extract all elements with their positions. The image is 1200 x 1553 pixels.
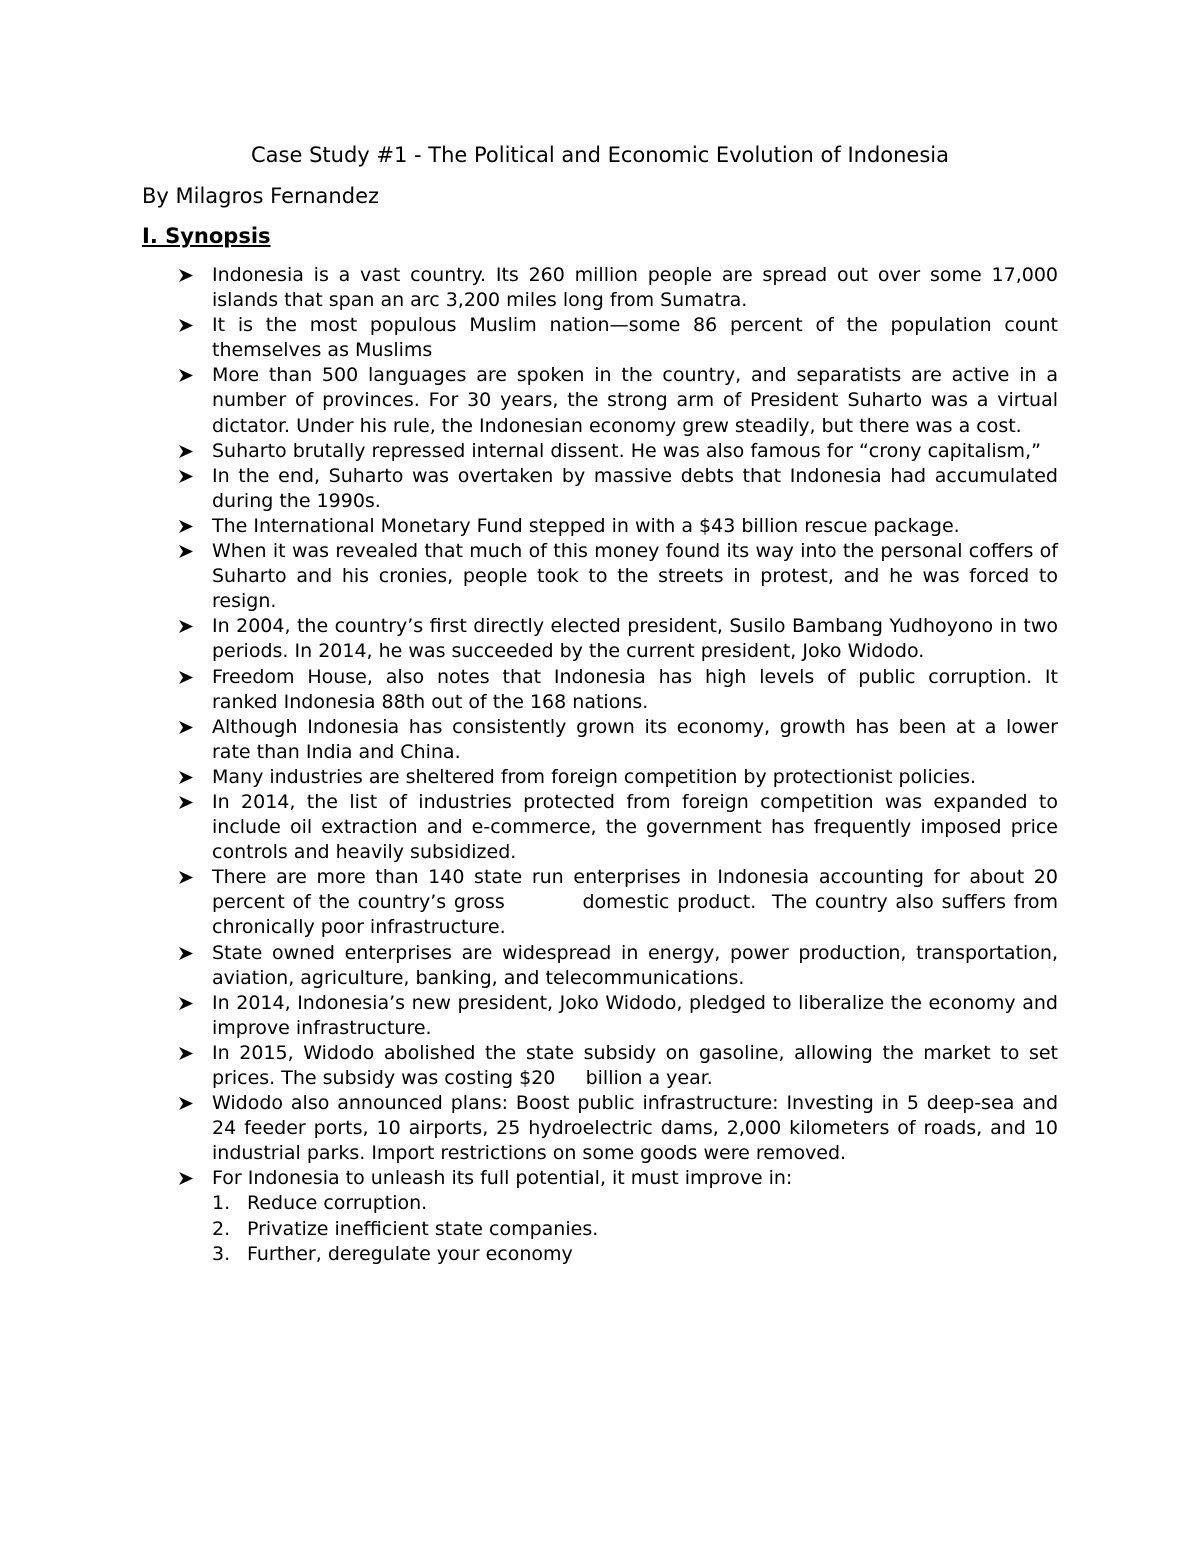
arrow-bullet-icon [178, 715, 198, 740]
arrow-bullet-icon [178, 263, 198, 288]
bullet-text: In 2014, Indonesia’s new president, Joko Widodo, pledged to liberalize the economy and improve infrastructure. [212, 991, 1125, 1039]
bullet-item [178, 765, 1058, 790]
bullet-text: There are more than 140 state run enterprises in Indonesia accounting for about 20 percent of the country’s gross domestic product. The country also suffers from chronically poor infrastructure. [212, 866, 1065, 939]
arrow-bullet-icon [178, 790, 198, 815]
arrow-bullet-icon [178, 941, 198, 966]
arrow-bullet-icon [178, 614, 198, 639]
arrow-bullet-icon [178, 539, 198, 564]
document-title: Case Study #1 - The Political and Economic Evolution of Indonesia [251, 143, 949, 167]
bullet-text: The International Monetary Fund stepped in with a $43 billion rescue package. [212, 514, 960, 537]
section-heading: I. Synopsis [142, 224, 271, 248]
bullet-text: Widodo also announced plans: Boost public infrastructure: Investing in 5 deep-sea and 24 feeder ports, 10 airports, 25 hydroelectric dams, 2,000 kilometers of roads, and 10 industrial parks. Import restrictions on some goods were removed. [212, 1092, 1065, 1165]
item-number: 3. [212, 1242, 231, 1265]
arrow-bullet-icon [178, 865, 198, 890]
bullet-text: In the end, Suharto was overtaken by massive debts that Indonesia had accumulated during the 1990s. [212, 464, 1065, 512]
arrow-bullet-icon [178, 464, 198, 489]
bullet-item [178, 514, 1058, 539]
bullet-text: Many industries are sheltered from foreign competition by protectionist policies. [212, 765, 977, 788]
arrow-bullet-icon [178, 514, 198, 539]
item-number: 2. [212, 1217, 231, 1240]
bullet-item [178, 865, 1065, 940]
arrow-bullet-icon [178, 1166, 198, 1191]
bullet-item [178, 439, 1058, 464]
bullet-text: Indonesia is a vast country. Its 260 million people are spread out over some 17,000 islands that span an arc 3,200 miles long from Sumatra. [212, 264, 1065, 312]
arrow-bullet-icon [178, 363, 198, 388]
bullet-text: In 2004, the country’s first directly elected president, Susilo Bambang Yudhoyono in two periods. In 2014, he was succeeded by the current president, Joko Widodo. [212, 615, 1065, 663]
bullet-text: It is the most populous Muslim nation—some 86 percent of the population count themselves as Muslims [212, 314, 1065, 362]
bullet-item [178, 614, 1065, 664]
arrow-bullet-icon [178, 439, 198, 464]
bullet-item [178, 665, 1107, 715]
bullet-text: State owned enterprises are widespread in energy, power production, transportation, aviation, agriculture, banking, and telecommunications. [212, 941, 1065, 989]
numbered-item [212, 1242, 1058, 1267]
bullet-item [178, 539, 1065, 614]
item-number: 1. [212, 1192, 231, 1215]
bullet-text: Suharto brutally repressed internal dissent. He was also famous for “crony capitalism,” [212, 439, 1041, 462]
numbered-list [212, 1191, 1058, 1266]
arrow-bullet-icon [178, 313, 198, 338]
synopsis-bullet-list [178, 263, 1125, 1267]
item-text: Privatize inefficient state companies. [247, 1217, 599, 1240]
bullet-text: For Indonesia to unleash its full potential, it must improve in: [212, 1167, 793, 1190]
bullet-item [178, 1091, 1065, 1166]
bullet-item [178, 715, 1065, 765]
bullet-text: In 2015, Widodo abolished the state subsidy on gasoline, allowing the market to set prices. The subsidy was costing $20 billion a year. [212, 1041, 1065, 1089]
bullet-item [178, 464, 1065, 514]
bullet-text: More than 500 languages are spoken in the country, and separatists are active in a number of provinces. For 30 years, the strong arm of President Suharto was a virtual dictator. Under his rule, the Indonesian economy grew steadily, but there was a cost. [212, 364, 1065, 437]
bullet-item [178, 313, 1065, 363]
arrow-bullet-icon [178, 665, 198, 690]
bullet-text: In 2014, the list of industries protected from foreign competition was expanded to include oil extraction and e-commerce, the government has frequently imposed price controls and heavily subsidized. [212, 790, 1065, 864]
bullet-text: When it was revealed that much of this money found its way into the personal coffers of Suharto and his cronies, people took to the streets in protest, and he was forced to resign. [212, 540, 1065, 613]
bullet-item [178, 991, 1125, 1041]
item-text: Reduce corruption. [247, 1192, 428, 1215]
arrow-bullet-icon [178, 1091, 198, 1116]
arrow-bullet-icon [178, 765, 198, 790]
bullet-item [178, 263, 1065, 313]
bullet-item [178, 1041, 1065, 1091]
bullet-item [178, 941, 1065, 991]
bullet-text: Freedom House, also notes that Indonesia has high levels of public corruption. It ranked Indonesia 88th out of the 168 nations. [212, 665, 1107, 713]
bullet-item [178, 363, 1065, 438]
bullet-item [178, 790, 1065, 865]
numbered-item [212, 1217, 1058, 1242]
document-author: By Milagros Fernandez [142, 184, 380, 208]
arrow-bullet-icon [178, 1041, 198, 1066]
arrow-bullet-icon [178, 991, 198, 1016]
bullet-item [178, 1166, 1058, 1266]
item-text: Further, deregulate your economy [247, 1242, 573, 1265]
numbered-item [212, 1191, 1058, 1216]
bullet-text: Although Indonesia has consistently grown its economy, growth has been at a lower rate than India and China. [212, 715, 1065, 763]
